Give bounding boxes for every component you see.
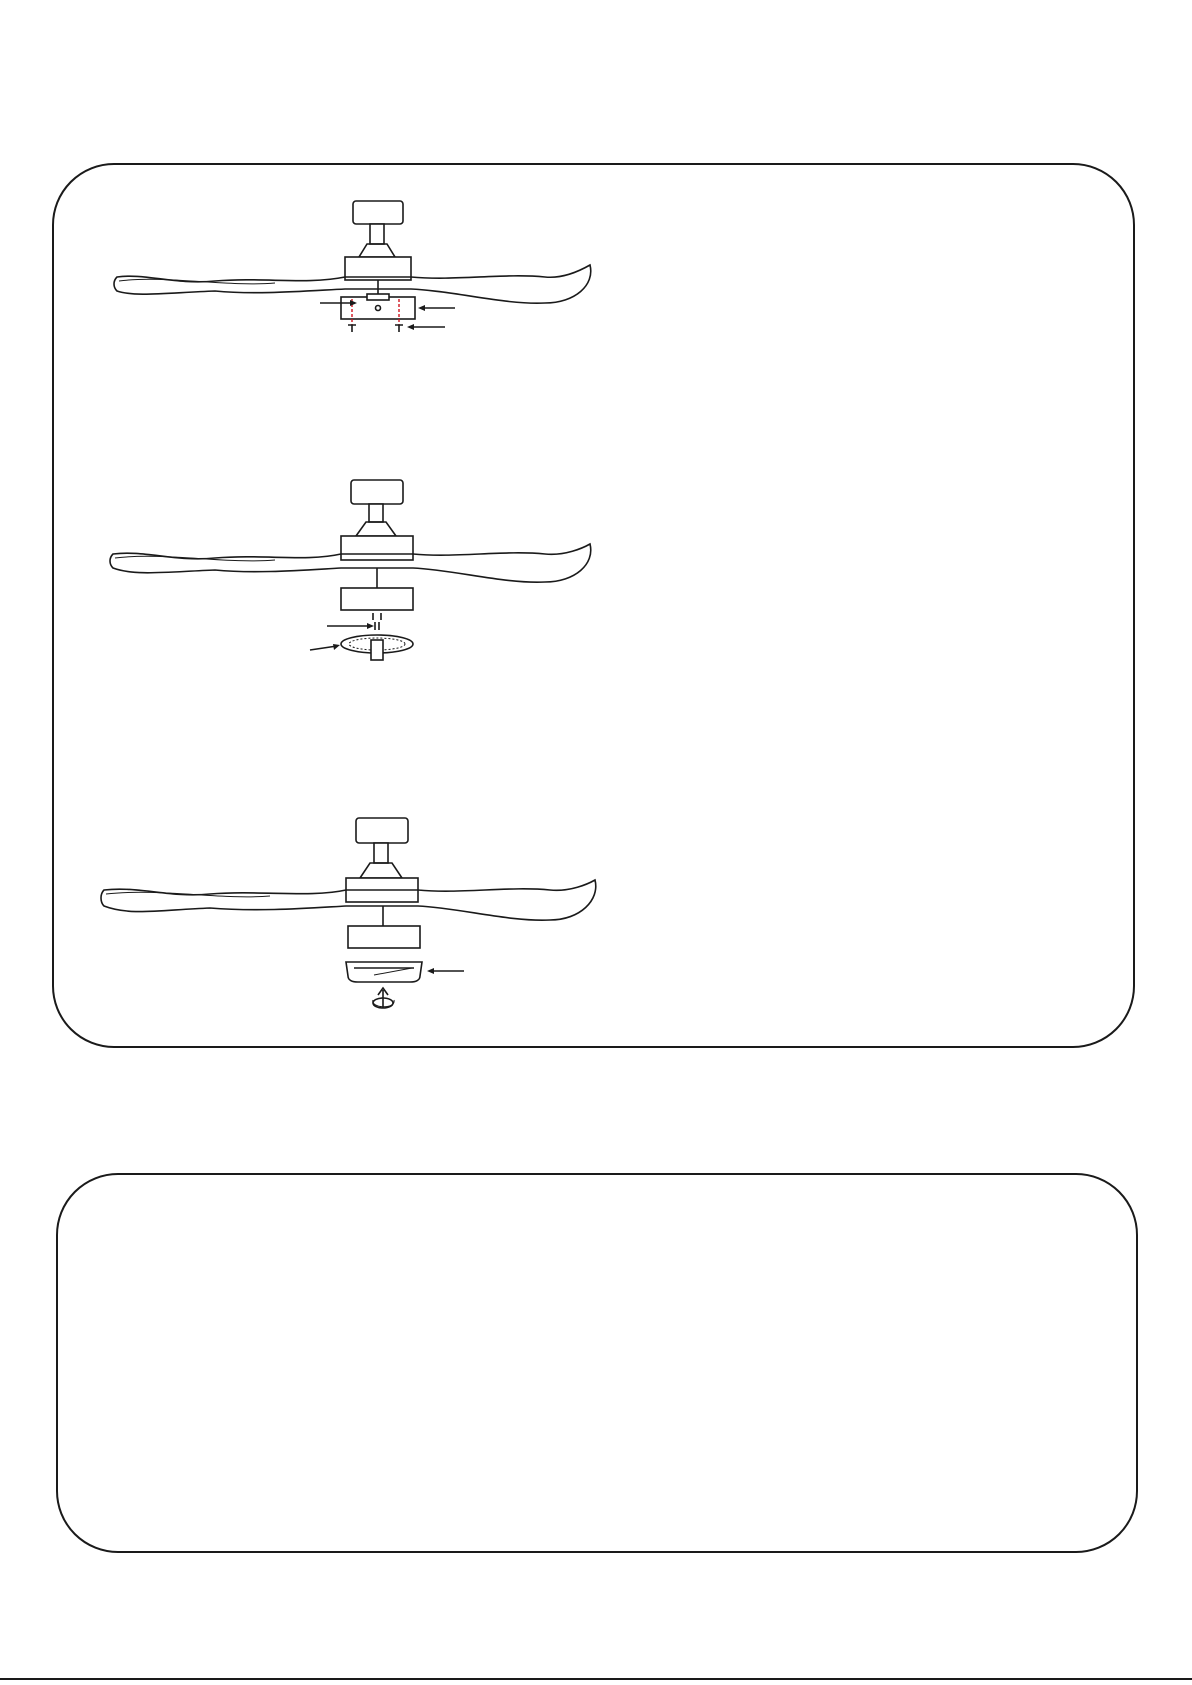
callout-arrows (427, 968, 464, 974)
glass-cover (346, 962, 422, 982)
finial-knob (373, 988, 394, 1008)
downrod (360, 843, 402, 878)
downrod (356, 504, 396, 536)
led-light-module (341, 622, 413, 660)
downrod (359, 224, 395, 257)
ceiling-canopy (356, 818, 408, 843)
switch-housing (341, 568, 413, 620)
switch-housing (348, 906, 420, 948)
ceiling-canopy (353, 201, 403, 224)
notes-panel (56, 1173, 1138, 1553)
page-bottom-rule (0, 1678, 1192, 1680)
step-3-diagram (100, 810, 595, 1020)
motor-housing (341, 536, 413, 560)
step-2-diagram (105, 470, 585, 665)
ceiling-canopy (351, 480, 403, 504)
step-1-diagram (105, 195, 585, 360)
